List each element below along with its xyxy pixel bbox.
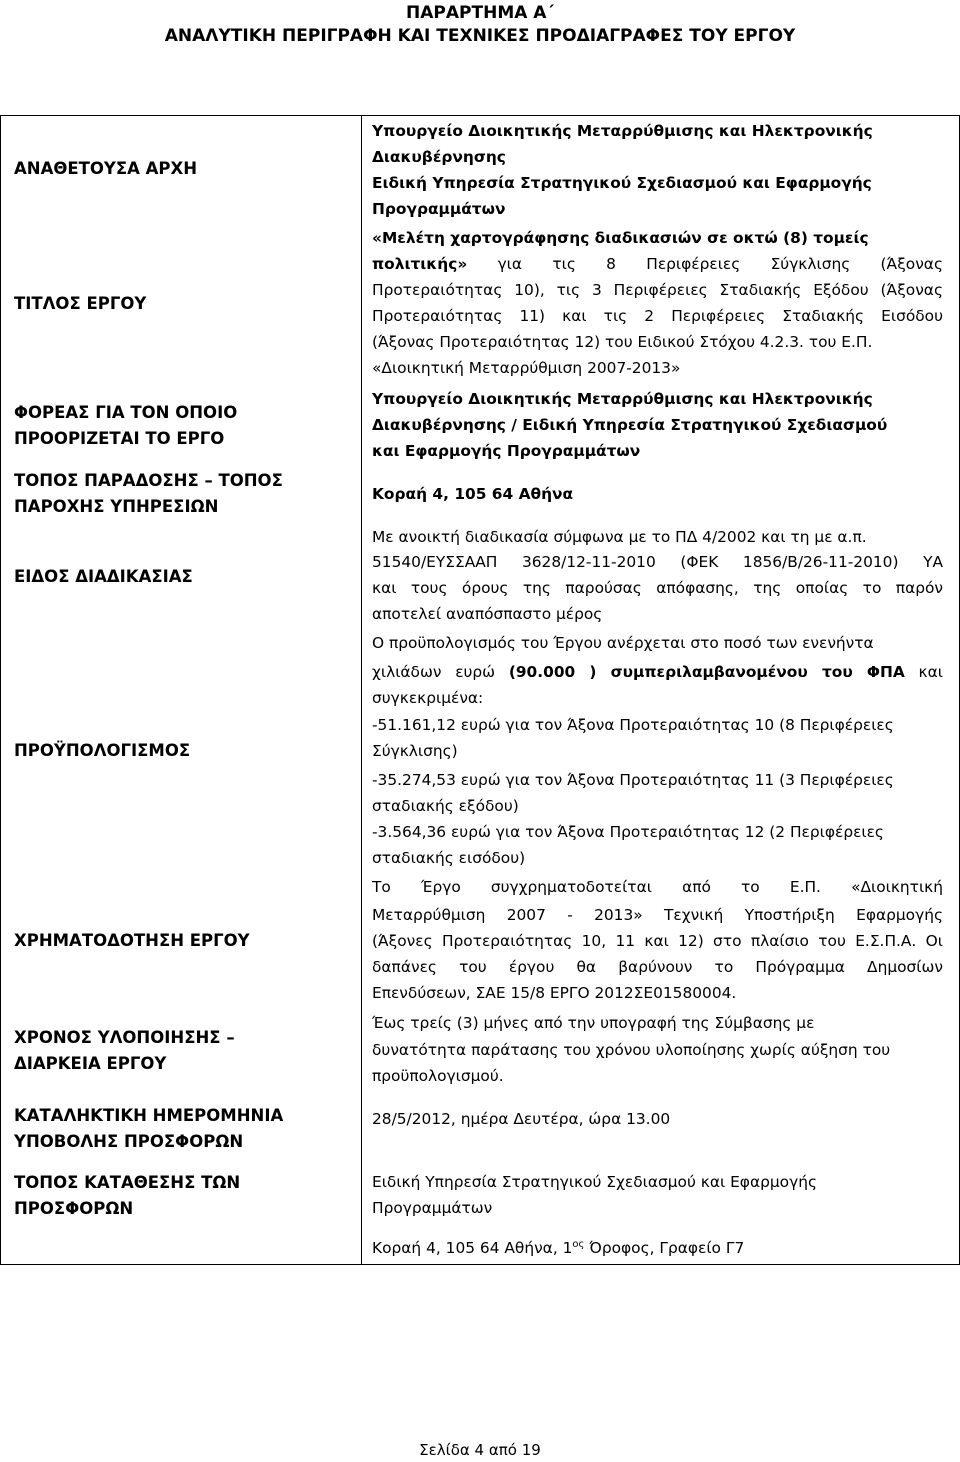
funding-line: Το Έργο συγχρηματοδοτείται από το Ε.Π. «Διοικητική xyxy=(372,878,943,896)
label-submission-place: ΠΡΟΣΦΟΡΩΝ xyxy=(14,1199,134,1218)
label-project-title: ΤΙΤΛΟΣ ΕΡΓΟΥ xyxy=(14,294,147,313)
duration-line: Έως τρείς (3) μήνες από την υπογραφή της Σύμβασης με xyxy=(372,1014,815,1032)
table-top-border xyxy=(0,115,960,116)
label-beneficiary: ΦΟΡΕΑΣ ΓΙΑ ΤΟΝ ΟΠΟΙΟ xyxy=(14,403,238,422)
label-place-of-delivery: ΤΟΠΟΣ ΠΑΡΑΔΟΣΗΣ – ΤΟΠΟΣ xyxy=(14,471,283,490)
submission-line: Ειδική Υπηρεσία Στρατηγικού Σχεδιασμού και Εφαρμογής xyxy=(372,1173,817,1191)
beneficiary-line: Διακυβέρνησης / Ειδική Υπηρεσία Στρατηγικού Σχεδιασμού xyxy=(372,416,888,434)
table-column-divider xyxy=(361,115,362,1265)
budget-item: -51.161,12 ευρώ για τον Άξονα Προτεραιότητας 10 (8 Περιφέρειες xyxy=(372,716,894,734)
label-budget: ΠΡΟΫΠΟΛΟΓΙΣΜΟΣ xyxy=(14,741,191,760)
authority-line: Ειδική Υπηρεσία Στρατηγικού Σχεδιασμού και Εφαρμογής xyxy=(372,174,872,192)
label-duration: ΔΙΑΡΚΕΙΑ ΕΡΓΟΥ xyxy=(14,1054,167,1073)
procedure-line: αποτελεί αναπόσπαστο μέρος xyxy=(372,605,603,623)
label-funding: ΧΡΗΜΑΤΟΔΟΤΗΣΗ ΕΡΓΟΥ xyxy=(14,931,250,950)
title-line: (Άξονας Προτεραιότητας 12) του Ειδικού Στόχου 4.2.3. του Ε.Π. xyxy=(372,333,873,351)
funding-line: Επενδύσεων, ΣΑΕ 15/8 ΕΡΓΟ 2012ΣΕ01580004. xyxy=(372,984,737,1002)
budget-line: Ο προϋπολογισμός του Έργου ανέρχεται στο ποσό των ενενήντα xyxy=(372,634,874,652)
budget-item: -35.274,53 ευρώ για τον Άξονα Προτεραιότητας 11 (3 Περιφέρειες xyxy=(372,771,894,789)
title-line: Προτεραιότητας 10), τις 3 Περιφέρειες Σταδιακής Εξόδου (Άξονας xyxy=(372,281,943,299)
budget-item: σταδιακής εξόδου) xyxy=(372,797,519,815)
label-procedure-type: ΕΙΔΟΣ ΔΙΑΔΙΚΑΣΙΑΣ xyxy=(14,567,193,586)
authority-line: Υπουργείο Διοικητικής Μεταρρύθμισης και Ηλεκτρονικής xyxy=(372,122,873,140)
budget-total: (90.000 ) συμπεριλαμβανομένου του ΦΠΑ xyxy=(508,663,905,681)
label-submission-place: ΤΟΠΟΣ ΚΑΤΑΘΕΣΗΣ ΤΩΝ xyxy=(14,1173,241,1192)
submission-line: Προγραμμάτων xyxy=(372,1199,493,1217)
title-rest-part: για τις 8 Περιφέρειες Σύγκλισης (Άξονας xyxy=(467,255,943,273)
funding-line: (Άξονες Προτεραιότητας 10, 11 και 12) στο πλαίσιο του Ε.Σ.Π.Α. Οι xyxy=(372,932,943,950)
table-left-border xyxy=(0,115,1,1265)
duration-line: δυνατότητα παράτασης του χρόνου υλοποίησης χωρίς αύξηση του xyxy=(372,1041,891,1059)
label-duration: ΧΡΟΝΟΣ ΥΛΟΠΟΙΗΣΗΣ – xyxy=(14,1028,235,1047)
duration-line: προϋπολογισμού. xyxy=(372,1067,504,1085)
annex-title: ΠΑΡΑΡΤΗΜΑ Α΄ xyxy=(406,3,554,23)
label-deadline: ΚΑΤΑΛΗΚΤΙΚΗ ΗΜΕΡΟΜΗΝΙΑ xyxy=(14,1106,284,1125)
authority-line: Προγραμμάτων xyxy=(372,200,506,218)
procedure-line: 51540/ΕΥΣΣΑΑΠ 3628/12-11-2010 (ΦΕΚ 1856/Β/26-11-2010) ΥΑ xyxy=(372,553,943,571)
beneficiary-line: Υπουργείο Διοικητικής Μεταρρύθμισης και Ηλεκτρονικής xyxy=(372,390,873,408)
title-line xyxy=(372,254,943,274)
funding-line: Μεταρρύθμιση 2007 - 2013» Τεχνική Υποστήριξη Εφαρμογής xyxy=(372,906,943,924)
label-deadline: ΥΠΟΒΟΛΗΣ ΠΡΟΣΦΟΡΩΝ xyxy=(14,1132,244,1151)
title-line: «Διοικητική Μεταρρύθμιση 2007-2013» xyxy=(372,359,681,377)
budget-line: συγκεκριμένα: xyxy=(372,689,484,707)
beneficiary-line: και Εφαρμογής Προγραμμάτων xyxy=(372,442,641,460)
document-title: ΑΝΑΛΥΤΙΚΗ ΠΕΡΙΓΡΑΦΗ ΚΑΙ ΤΕΧΝΙΚΕΣ ΠΡΟΔΙΑΓΡΑΦΕΣ ΤΟΥ ΕΡΓΟΥ xyxy=(164,26,796,46)
label-contracting-authority: ΑΝΑΘΕΤΟΥΣΑ ΑΡΧΗ xyxy=(14,159,198,178)
deadline-date: 28/5/2012, ημέρα Δευτέρα, ώρα 13.00 xyxy=(372,1110,671,1128)
authority-line: Διακυβέρνησης xyxy=(372,148,506,166)
submission-address: Κοραή 4, 105 64 Αθήνα, $1^{o\varsigma}$ Όροφος, Γραφείο Γ7 xyxy=(372,1239,745,1257)
ordinal-suffix: ος xyxy=(572,1239,585,1250)
delivery-address: Κοραή 4, 105 64 Αθήνα xyxy=(372,485,574,503)
procedure-line: και τους όρους της παρούσας απόφασης, της οποίας το παρόν xyxy=(372,579,943,597)
label-beneficiary: ΠΡΟΟΡΙΖΕΤΑΙ ΤΟ ΕΡΓΟ xyxy=(14,429,225,448)
budget-item: σταδιακής εισόδου) xyxy=(372,849,526,867)
page-number: Σελίδα 4 από 19 xyxy=(419,1441,541,1459)
procedure-line: Με ανοικτή διαδικασία σύμφωνα με το ΠΔ 4/2002 και τη με α.π. xyxy=(372,528,867,546)
title-bold-part: πολιτικής» xyxy=(372,255,468,273)
title-line: Προτεραιότητας 11) και τις 2 Περιφέρειες Σταδιακής Εισόδου xyxy=(372,307,943,325)
table-bottom-border xyxy=(0,1264,960,1265)
funding-line: δαπάνες του έργου θα βαρύνουν το Πρόγραμμα Δημοσίων xyxy=(372,958,943,976)
budget-line: χιλιάδων ευρώ (90.000 ) συμπεριλαμβανομένου του ΦΠΑ και xyxy=(372,663,943,681)
budget-item: -3.564,36 ευρώ για τον Άξονα Προτεραιότητας 12 (2 Περιφέρειες xyxy=(372,823,884,841)
budget-item: Σύγκλισης) xyxy=(372,742,458,760)
title-line: «Μελέτη χαρτογράφησης διαδικασιών σε οκτώ (8) τομείς xyxy=(372,229,869,247)
label-place-of-delivery: ΠΑΡΟΧΗΣ ΥΠΗΡΕΣΙΩΝ xyxy=(14,497,219,516)
